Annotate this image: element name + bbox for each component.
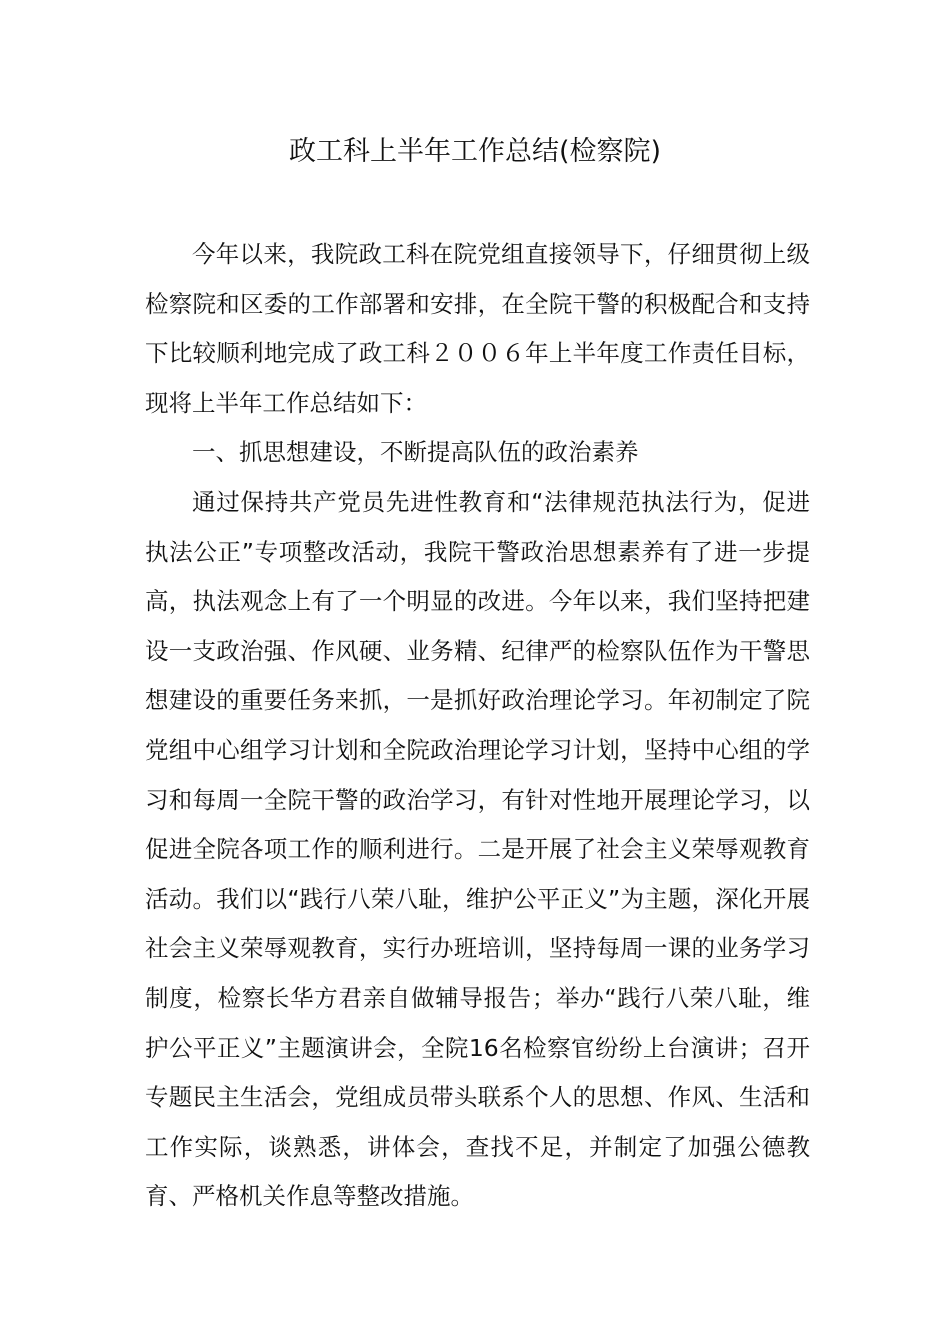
section-heading-1: 一、抓思想建设，不断提高队伍的政治素养 [192, 438, 639, 467]
paragraph-section-1: 通过保持共产党员先进性教育和“法律规范执法行为，促进执法公正”专项整改活动，我院干警政治思想素养有了进一步提高，执法观念上有了一个明显的改进。今年以来，我们坚持把建设一支政治强、作风硬、业务精、纪律严的检察队伍作为干警思想建设的重要任务来抓，一是抓好政治理论学习。年初制定了院党组中心组学习计划和全院政治理论学习计划，坚持中心组的学习和每周一全院干警的政治学习，有针对性地开展理论学习，以促进全院各项工作的顺利进行。二是开展了社会主义荣辱观教育活动。我们以“践行八荣八耻，维护公平正义”为主题，深化开展社会主义荣辱观教育，实行办班培训，坚持每周一课的业务学习制度，检察长华方君亲自做辅导报告；举办“践行八荣八耻，维护公平正义”主题演讲会，全院16名检察官纷纷上台演讲；召开专题民主生活会，党组成员带头联系个人的思想、作风、生活和工作实际，谈熟悉，讲体会，查找不足，并制定了加强公德教育、严格机关作息等整改措施。 [145, 487, 810, 1211]
document-title: 政工科上半年工作总结(检察院) [288, 136, 662, 167]
paragraph-intro: 今年以来，我院政工科在院党组直接领导下，仔细贯彻上级检察院和区委的工作部署和安排，在全院干警的积极配合和支持下比较顺利地完成了政工科２００６年上半年度工作责任目标，现将上半年工作总结如下： [145, 240, 810, 417]
document-body [145, 230, 810, 1222]
